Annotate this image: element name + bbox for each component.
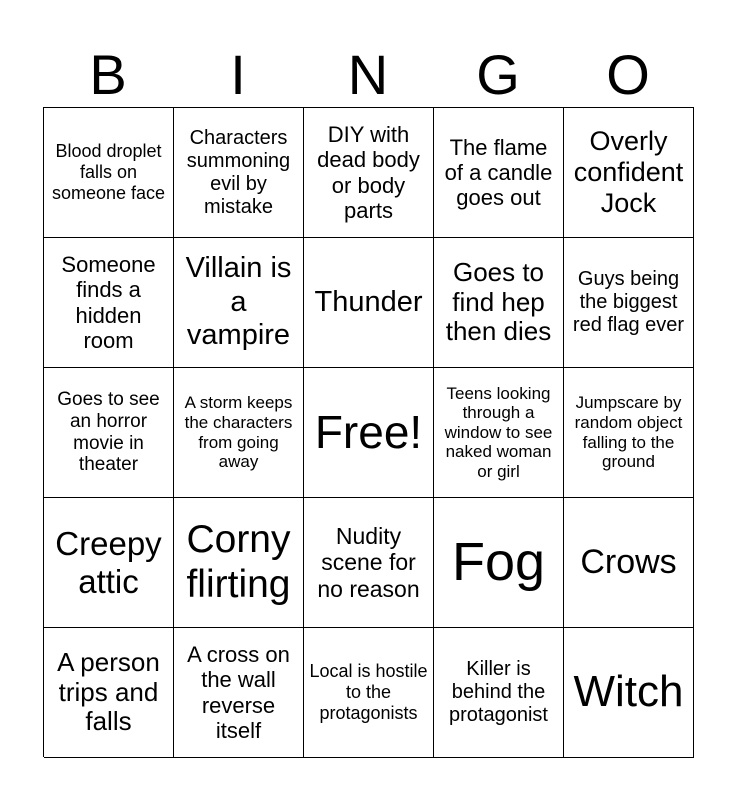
header-letter-g: G [476, 43, 520, 106]
bingo-cell[interactable] [434, 498, 564, 628]
bingo-cell[interactable] [564, 498, 694, 628]
bingo-cell-text: Fog [451, 532, 546, 593]
bingo-cell-text: The flame of a candle goes out [444, 134, 553, 211]
bingo-cell-text: Local is hostile to the protagonists [309, 661, 428, 723]
bingo-cell-text: Blood droplet falls on someone face [51, 141, 166, 203]
bingo-cell-text: A person trips and falls [57, 646, 160, 737]
bingo-cell[interactable] [44, 108, 174, 238]
bingo-cell-text: Villain is a vampire [185, 252, 292, 352]
bingo-cell-text: Guys being the biggest red flag ever [572, 268, 685, 336]
bingo-cell[interactable] [44, 628, 174, 758]
bingo-cell[interactable] [174, 108, 304, 238]
bingo-cell[interactable] [564, 628, 694, 758]
header-letter-i: I [230, 43, 246, 106]
bingo-cell-text: Witch [573, 667, 684, 717]
bingo-cell[interactable] [304, 108, 434, 238]
bingo-cell[interactable] [304, 368, 434, 498]
bingo-cell[interactable] [44, 368, 174, 498]
header-letter-b: B [89, 43, 127, 106]
bingo-cell-text: Thunder [314, 285, 423, 318]
bingo-cell-text: Free! [314, 406, 423, 459]
bingo-cell[interactable] [174, 628, 304, 758]
bingo-cell-text: Characters summoning evil by mistake [186, 126, 291, 218]
bingo-cell-text: Goes to see an horror movie in theater [57, 388, 160, 476]
bingo-cell-text: A cross on the wall reverse itself [187, 641, 290, 743]
bingo-cell-text: Creepy attic [55, 524, 162, 600]
bingo-cell-text: Goes to find hep then dies [445, 256, 552, 347]
header-letter-n: N [347, 43, 389, 106]
bingo-cell[interactable] [434, 108, 564, 238]
bingo-cell-text: Jumpscare by random object falling to the ground [574, 393, 683, 472]
bingo-cell[interactable] [434, 628, 564, 758]
bingo-cell[interactable] [174, 238, 304, 368]
bingo-board [43, 107, 694, 757]
header-letter-o: O [606, 43, 650, 106]
bingo-cell[interactable] [564, 238, 694, 368]
bingo-cell[interactable] [174, 498, 304, 628]
bingo-cell[interactable] [44, 238, 174, 368]
bingo-cell-text: Teens looking through a window to see naked woman or girl [444, 383, 553, 481]
bingo-cell[interactable] [304, 498, 434, 628]
bingo-cell-text: A storm keeps the characters from going away [184, 393, 293, 472]
bingo-cell-text: Crows [580, 542, 677, 581]
bingo-cell[interactable] [304, 238, 434, 368]
bingo-cell[interactable] [564, 108, 694, 238]
bingo-cell[interactable] [434, 368, 564, 498]
bingo-cell-text: Killer is behind the protagonist [449, 658, 548, 726]
bingo-cell[interactable] [434, 238, 564, 368]
bingo-cell[interactable] [564, 368, 694, 498]
bingo-cell[interactable] [44, 498, 174, 628]
bingo-cell-text: Overly confident Jock [573, 125, 684, 219]
bingo-cell[interactable] [304, 628, 434, 758]
bingo-cell[interactable] [174, 368, 304, 498]
bingo-cell-text: Corny flirting [186, 517, 291, 606]
bingo-cell-text: Someone finds a hidden room [61, 251, 156, 353]
bingo-header [43, 44, 693, 106]
bingo-cell-text: Nudity scene for no reason [317, 522, 420, 602]
bingo-cell-text: DIY with dead body or body parts [317, 121, 420, 223]
